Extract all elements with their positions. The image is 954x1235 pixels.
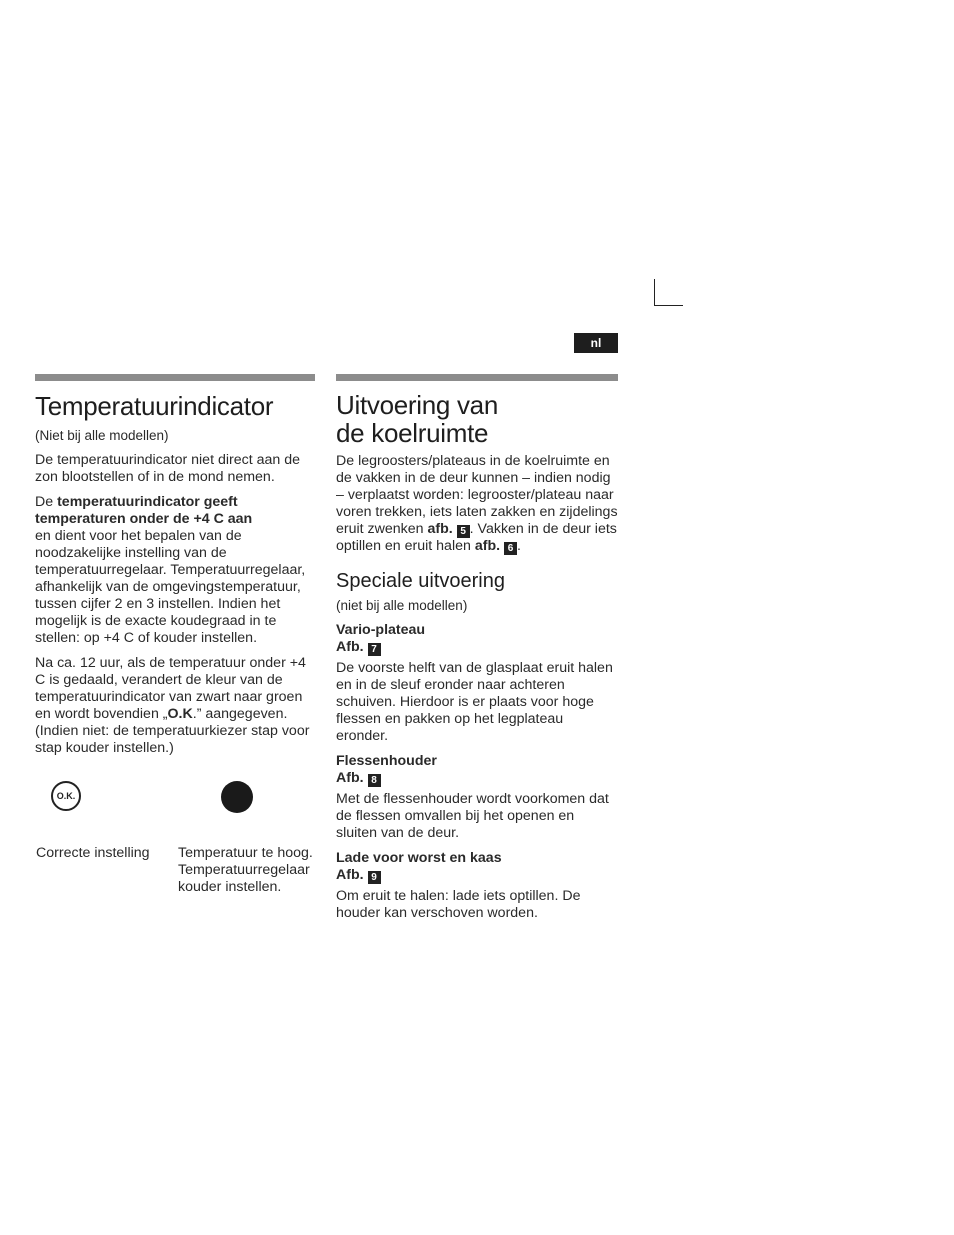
paragraph-text: De legroosters/plateaus in de koelruimte en de vakken in de deur kunnen – indien nodig – verplaatst worden: legrooster/plateau naar voren trekken, iets laten zakken en zijdelings eruit zwenken xyxy=(336,453,618,537)
indicator-symbols xyxy=(35,773,315,893)
emphasis-text: temperatuurindicator geeft temperaturen onder de +4 C aan xyxy=(35,494,253,527)
figure-ref-line xyxy=(336,770,618,787)
model-note: (niet bij alle modellen) xyxy=(336,598,468,613)
figure-number-badge: 7 xyxy=(368,643,381,656)
paragraph-text: . xyxy=(517,538,521,554)
shelves-paragraph xyxy=(336,453,618,555)
feature-text: Met de flessenhouder wordt voorkomen dat de flessen omvallen bij het openen en sluiten van de deur. xyxy=(336,791,609,841)
section-temperature-indicator xyxy=(35,374,315,893)
black-indicator-icon xyxy=(221,781,253,813)
section-fridge-layout xyxy=(336,374,618,922)
section-title: Temperatuurindicator xyxy=(35,391,274,421)
warning-paragraph: De temperatuurindicator niet direct aan de zon blootstellen of in de mond nemen. xyxy=(35,452,300,485)
figure-number-badge: 9 xyxy=(368,871,381,884)
title-line: de koelruimte xyxy=(336,418,489,448)
figure-number-badge: 8 xyxy=(368,774,381,787)
feature-heading: Lade voor worst en kaas xyxy=(336,850,502,866)
figure-ref-line xyxy=(336,639,618,656)
indicator-paragraph xyxy=(35,494,315,647)
crop-mark xyxy=(654,305,683,306)
ok-indicator-icon: O.K. xyxy=(51,781,81,811)
feature-item xyxy=(336,753,618,842)
paragraph-text: De xyxy=(35,494,58,510)
crop-mark xyxy=(654,279,655,306)
section-title xyxy=(336,391,618,447)
paragraph-text: en dient voor het bepalen van de noodzakelijke instelling van de temperatuurregelaar. Temperatuurregelaar, afhankelijk van de omgevingstemperatuur, tussen cijfer 2 en 3 instellen. Indien het mogelijk is de exacte koudegraad in te stellen: op +4 C of kouder instellen. xyxy=(35,528,306,646)
feature-heading: Flessenhouder xyxy=(336,753,437,769)
feature-text: De voorste helft van de glasplaat eruit halen en in de sleuf eronder naar achteren schuiven. Hierdoor is er plaats voor hoge flessen en pakken op het legplateau eronder. xyxy=(336,660,613,744)
feature-text: Om eruit te halen: lade iets optillen. De houder kan verschoven worden. xyxy=(336,888,581,921)
paragraph-text: .” aangegeven. (Indien niet: de temperatuurkiezer stap voor stap kouder instellen.) xyxy=(35,706,310,756)
ok-caption: Correcte instelling xyxy=(36,845,150,861)
figure-ref: afb. xyxy=(427,521,453,537)
figure-ref-line xyxy=(336,867,618,884)
paragraph-text: Na ca. 12 uur, als de temperatuur onder +4 C is gedaald, verandert de kleur van de temperatuurindicator van zwart naar groen en wordt bovendien „ xyxy=(35,655,306,722)
feature-item xyxy=(336,622,618,745)
ok-emphasis: O.K xyxy=(167,706,193,722)
section-rule xyxy=(336,374,618,381)
title-line: Uitvoering van xyxy=(336,390,498,420)
paragraph-text: . Vakken in de deur iets optillen en eruit halen xyxy=(336,521,617,554)
figure-number-badge: 6 xyxy=(504,542,517,555)
figure-ref: Afb. xyxy=(336,867,364,883)
figure-ref: Afb. xyxy=(336,639,364,655)
feature-heading: Vario-plateau xyxy=(336,622,426,638)
subsection-title: Speciale uitvoering xyxy=(336,570,505,592)
model-note: (Niet bij alle modellen) xyxy=(35,428,169,443)
black-caption: Temperatuur te hoog. Temperatuurregelaar kouder instellen. xyxy=(178,845,313,895)
feature-item xyxy=(336,850,618,922)
color-change-paragraph xyxy=(35,655,315,757)
figure-number-badge: 5 xyxy=(457,525,470,538)
language-tab: nl xyxy=(574,333,618,353)
figure-ref: Afb. xyxy=(336,770,364,786)
figure-ref: afb. xyxy=(474,538,501,554)
section-rule xyxy=(35,374,315,381)
